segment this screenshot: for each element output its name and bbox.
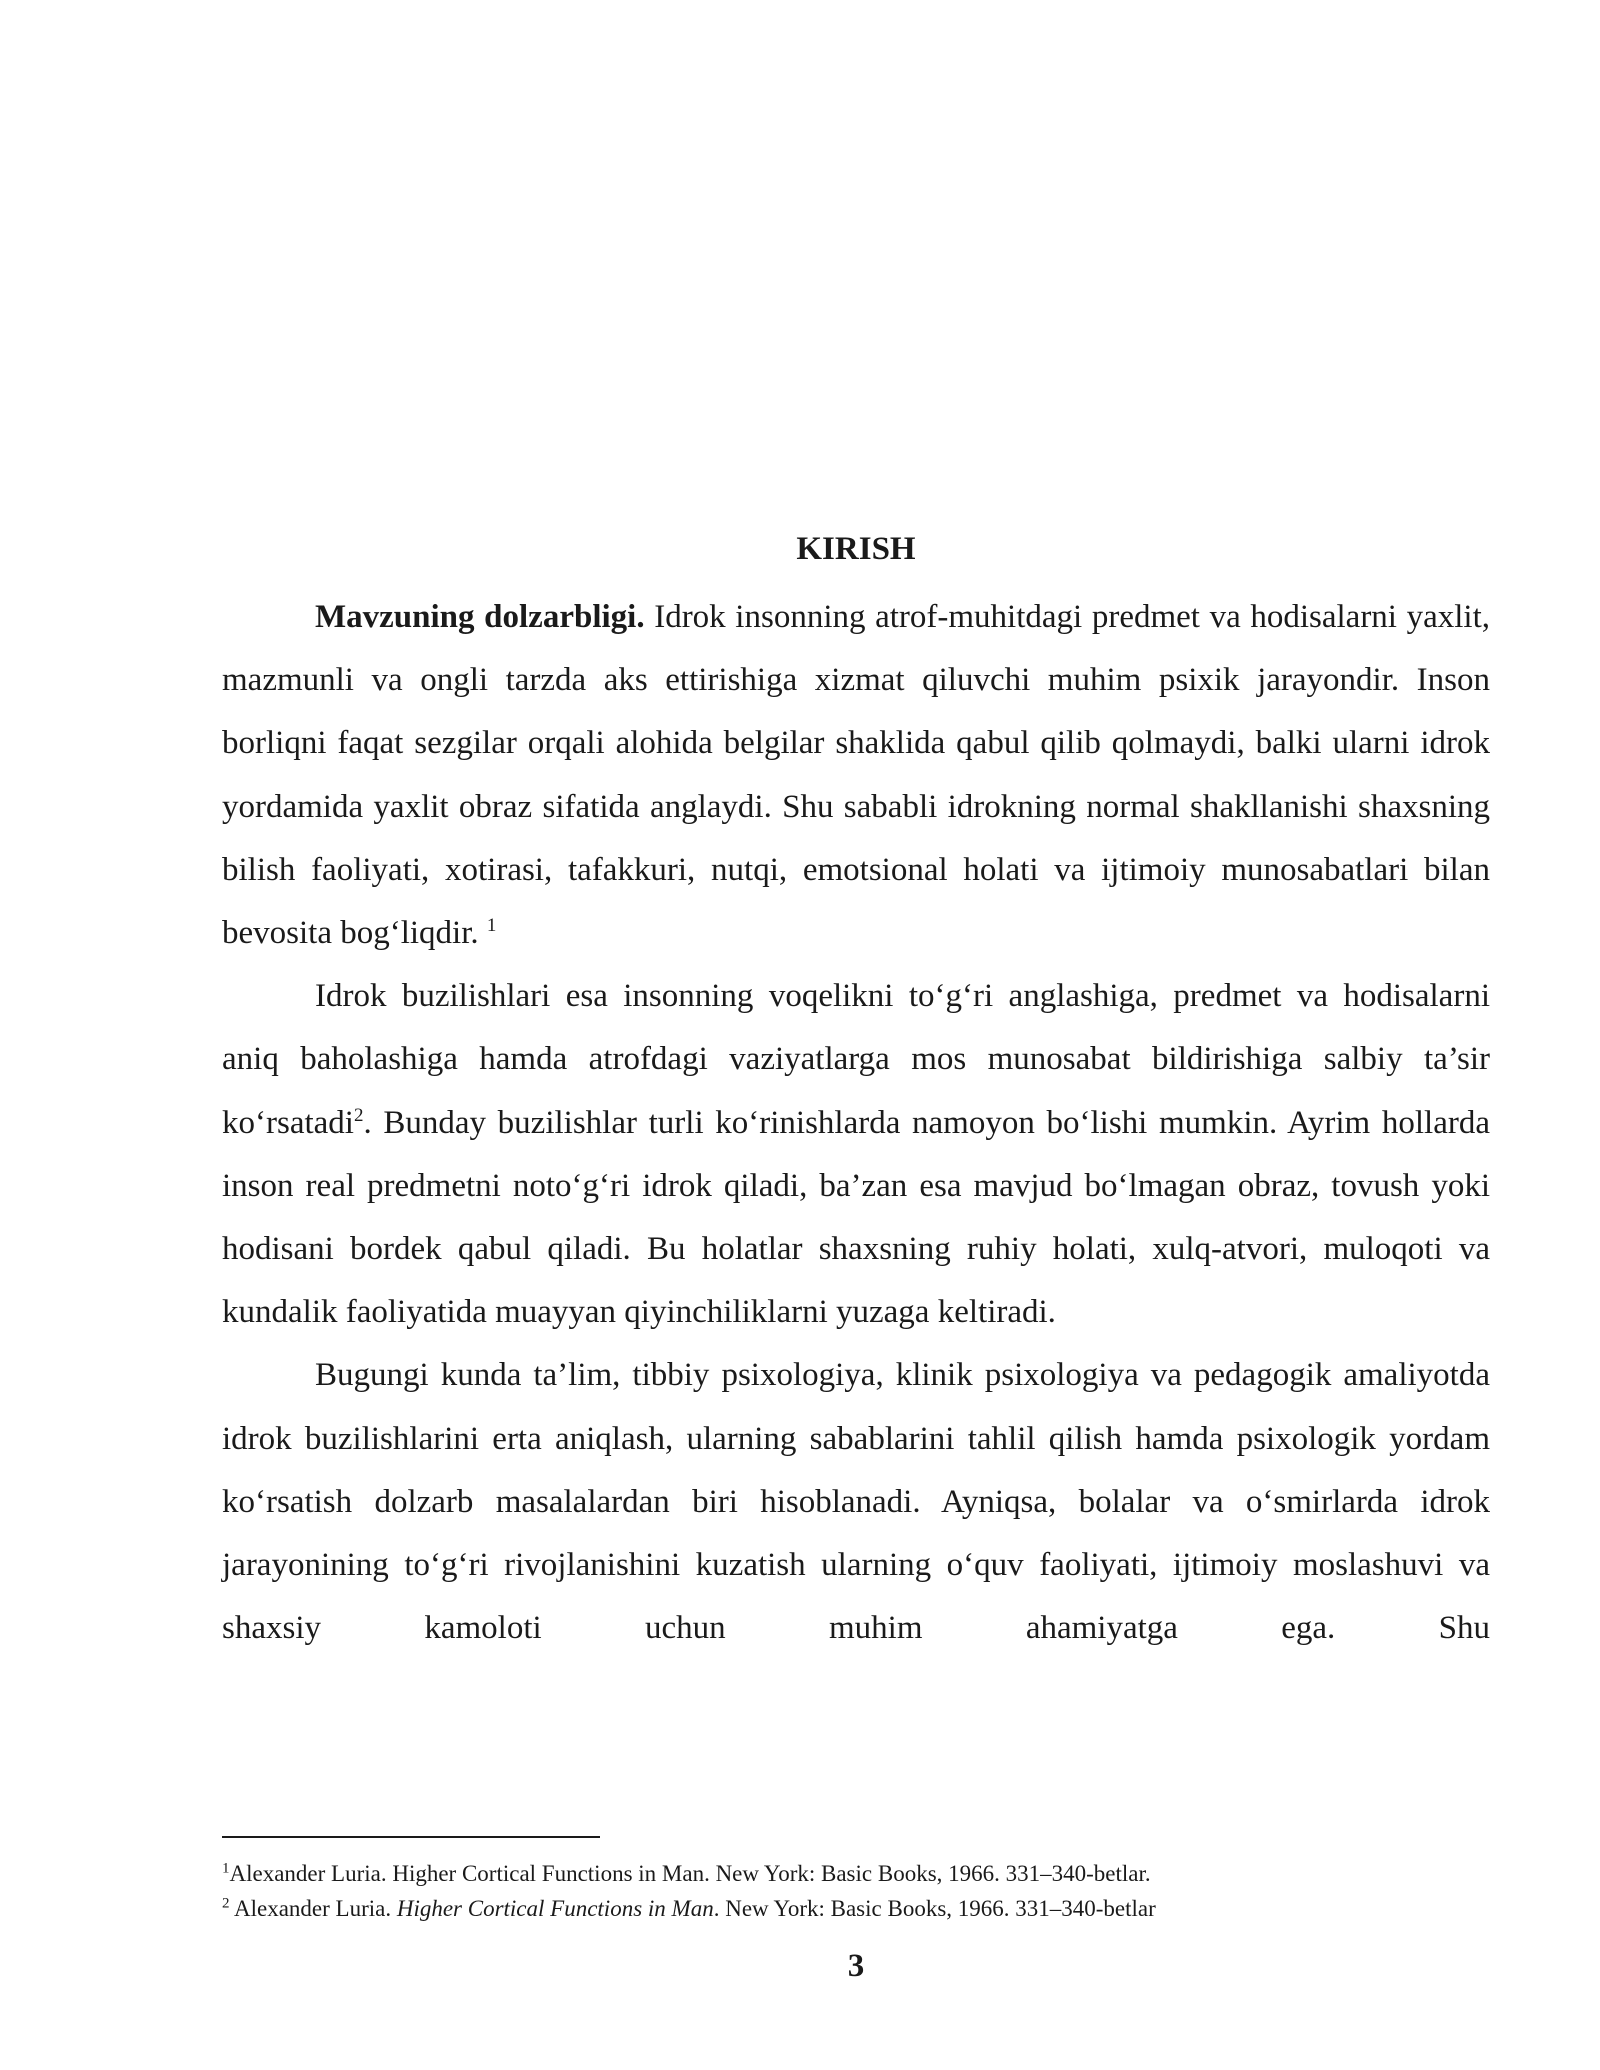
paragraph-relevance (222, 586, 1490, 965)
footnote-2 (222, 1891, 1490, 1926)
paragraph-text: . Bunday buzilishlar turli ko‘rinishlarda namoyon bo‘lishi mumkin. Ayrim hollarda inson real predmetni noto‘g‘ri idrok qiladi, ba’zan esa mavjud bo‘lmagan obraz, tovush yoki hodisani bordek qabul qiladi. Bu holatlar shaxsning ruhiy holati, xulq-atvori, muloqoti va kundalik faoliyatida muayyan qiyinchiliklarni yuzaga keltiradi. (222, 1104, 1490, 1331)
footnote-number: 1 (222, 1860, 230, 1877)
footnote-ref[interactable]: 1 (486, 915, 497, 937)
paragraph-lead: Mavzuning dolzarbligi. (315, 599, 645, 635)
footnote-title: Higher Cortical Functions in Man (396, 1896, 714, 1921)
paragraph-text: Idrok buzilishlari esa insonning voqelikni to‘g‘ri anglashiga, predmet va hodisalarni aniq baholashiga hamda atrofdagi vaziyatlarga mos munosabat bildirishiga salbiy ta’sir ko‘rsatadi (222, 978, 1490, 1141)
footnote-text: Alexander Luria. Higher Cortical Functions in Man. New York: Basic Books, 1966. 331–340-betlar. (229, 1861, 1151, 1886)
footnote-ref[interactable]: 2 (353, 1104, 364, 1126)
footnote-rest: . New York: Basic Books, 1966. 331–340-betlar (713, 1896, 1156, 1921)
footnote-author: Alexander Luria. (229, 1896, 397, 1921)
section-heading: KIRISH (796, 531, 916, 567)
footnote-number: 2 (222, 1895, 230, 1912)
page-number: 3 (847, 1948, 865, 1984)
footnotes (222, 1856, 1490, 1926)
paragraph-text: Idrok insonning atrof-muhitdagi predmet va hodisalarni yaxlit, mazmunli va ongli tarzda aks ettirishiga xizmat qiluvchi muhim psixik jarayondir. Inson borliqni faqat sezgilar orqali alohida belgilar shaklida qabul qilib qolmaydi, balki ularni idrok yordamida yaxlit obraz sifatida anglaydi. Shu sababli idrokning normal shakllanishi shaxsning bilish faoliyati, xotirasi, tafakkuri, nutqi, emotsional holati va ijtimoiy munosabatlari bilan bevosita bog‘liqdir. (222, 599, 1491, 952)
footnote-separator (222, 1836, 600, 1838)
paragraph-text: Bugungi kunda ta’lim, tibbiy psixologiya, klinik psixologiya va pedagogik amaliyotda idrok buzilishlarini erta aniqlash, ularning sabablarini tahlil qilish hamda psixologik yordam ko‘rsatish dolzarb masalalardan biri hisoblanadi. Ayniqsa, bolalar va o‘smirlarda idrok jarayonining to‘g‘ri rivojlanishini kuzatish ularning o‘quv faoliyati, ijtimoiy moslashuvi va shaxsiy kamoloti uchun muhim ahamiyatga ega. Shu (222, 1357, 1490, 1647)
footnote-1 (222, 1856, 1490, 1891)
paragraph-today (222, 1344, 1490, 1660)
body-text (222, 586, 1490, 1660)
paragraph-perception-disorders (222, 965, 1490, 1344)
